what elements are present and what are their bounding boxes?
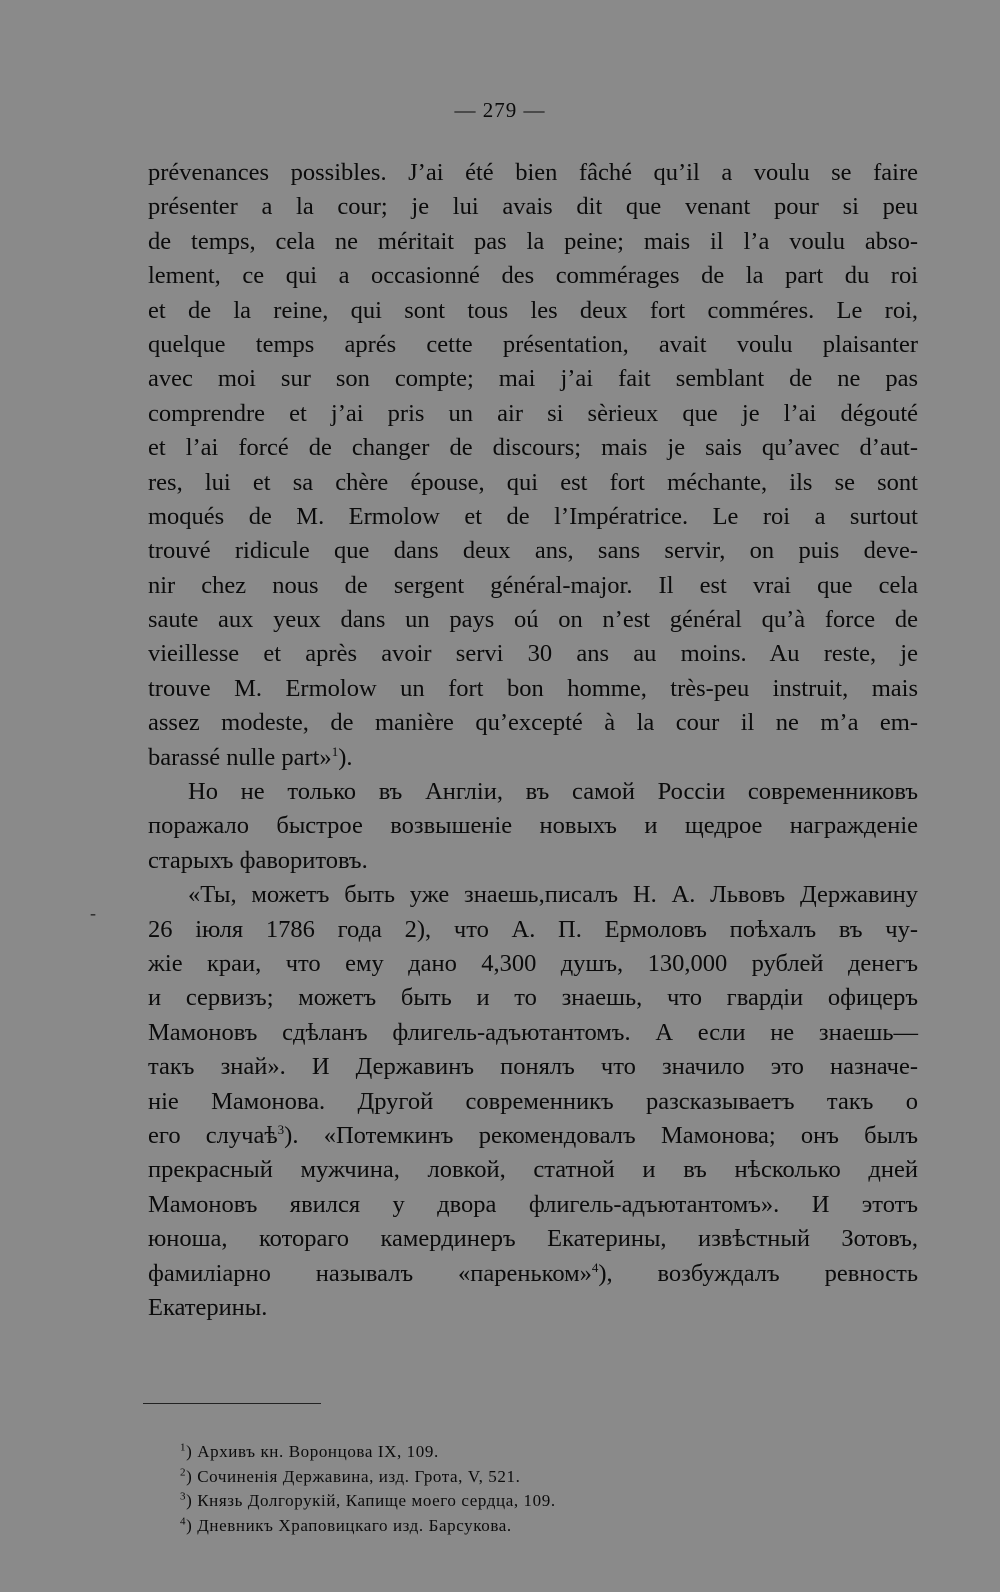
footnote <box>180 1514 780 1539</box>
line-text: saute aux yeux dans un pays oú on n’est général qu’à force de <box>148 606 918 634</box>
line-text: Но не только въ Англіи, въ самой Россіи современниковъ <box>188 778 918 806</box>
line-text: поражало быстрое возвышеніе новыхъ и щедрое награжденіе <box>148 812 918 840</box>
footnote-reference[interactable]: 4 <box>591 1259 599 1275</box>
text-line <box>148 397 918 431</box>
line-text: ніе Мамонова. Другой современникъ разсказываетъ такъ о <box>148 1087 918 1115</box>
line-text-continued: ). <box>338 743 353 771</box>
page-number: — 279 — <box>454 98 546 122</box>
line-text: et l’ai forcé de changer de discours; mais je sais qu’avec d’aut- <box>148 434 918 462</box>
text-line <box>148 706 918 740</box>
footnote-text: ) Архивъ кн. Воронцова IX, 109. <box>186 1442 439 1461</box>
line-text: avec moi sur son compte; mai j’ai fait semblant de ne pas <box>148 365 918 393</box>
text-line <box>148 1188 918 1222</box>
text-line <box>148 225 918 259</box>
text-line <box>148 500 918 534</box>
text-line <box>148 809 918 843</box>
text-line <box>148 981 918 1015</box>
line-text: nir chez nous de sergent général-major. Il est vrai que cela <box>148 571 918 599</box>
line-text: Екатерины. <box>148 1293 268 1321</box>
text-line <box>148 190 918 224</box>
footnote <box>180 1440 780 1465</box>
line-text: de temps, cela ne méritait pas la peine; mais il l’a voulu abso- <box>148 227 918 255</box>
text-line <box>148 637 918 671</box>
line-text: prévenances possibles. J’ai été bien fâché qu’il a voulu se faire <box>148 159 918 186</box>
text-line <box>148 844 918 878</box>
line-text: res, lui et sa chère épouse, qui est fort méchante, ils se sont <box>148 468 918 496</box>
line-text: trouve M. Ermolow un fort bon homme, très-peu instruit, mais <box>148 674 918 702</box>
line-text: жіе краи, что ему дано 4,300 душъ, 130,000 рублей денегъ <box>148 949 918 977</box>
footnote-reference[interactable]: 1 <box>331 743 339 759</box>
text-line <box>148 569 918 603</box>
text-line <box>148 878 918 912</box>
footnote-text: ) Дневникъ Храповицкаго изд. Барсукова. <box>186 1515 512 1535</box>
line-text: и сервизъ; можетъ быть и то знаешь, что гвардіи офицеръ <box>148 984 918 1012</box>
text-line <box>148 1050 918 1084</box>
line-text: 26 іюля 1786 года 2), что А. П. Ермоловъ поѣхалъ въ чу- <box>148 915 918 943</box>
line-text: «Ты, можетъ быть уже знаешь,писалъ Н. А. Львовъ Державину <box>188 881 918 909</box>
text-line <box>148 294 918 328</box>
line-text: et de la reine, qui sont tous les deux fort comméres. Le roi, <box>148 296 918 324</box>
line-text: présenter a la cour; je lui avais dit que venant pour si peu <box>148 193 918 221</box>
footnote <box>180 1489 780 1514</box>
line-text-continued: ). «Потемкинъ рекомендовалъ Мамонова; онъ былъ <box>284 1121 918 1149</box>
text-line <box>148 1119 918 1153</box>
text-line <box>148 259 918 293</box>
footnote-number: 4 <box>180 1514 187 1527</box>
line-text: lement, ce qui a occasionné des commérages de la part du roi <box>148 262 918 290</box>
line-text: его случаѣ <box>148 1121 278 1149</box>
text-line <box>148 431 918 465</box>
footnote <box>180 1465 780 1490</box>
line-text: юноша, котораго камердинеръ Екатерины, извѣстный Зотовъ, <box>148 1225 918 1253</box>
footnotes <box>180 1440 780 1538</box>
text-line <box>148 1291 918 1325</box>
line-text: quelque temps aprés cette présentation, avait voulu plaisanter <box>148 330 918 358</box>
line-text: barassé nulle part» <box>148 743 332 771</box>
line-text: Мамоновъ сдѣланъ флигель-адъютантомъ. А если не знаешь— <box>148 1018 918 1046</box>
footnote-number: 2 <box>180 1465 187 1478</box>
text-line <box>148 672 918 706</box>
text-line <box>148 913 918 947</box>
text-line <box>148 328 918 362</box>
text-line <box>148 362 918 396</box>
line-text: Мамоновъ явился у двора флигель-адъютантомъ». И этотъ <box>148 1190 918 1218</box>
footnote-number: 3 <box>180 1490 187 1503</box>
text-line <box>148 741 918 775</box>
margin-mark: - <box>90 903 96 923</box>
text-line <box>148 156 918 190</box>
text-line <box>148 1016 918 1050</box>
text-line <box>148 775 918 809</box>
body-text <box>148 156 918 1325</box>
text-line <box>148 1085 918 1119</box>
text-line <box>148 1257 918 1291</box>
line-text: moqués de M. Ermolow et de l’Impératrice. Le roi a surtout <box>148 502 918 530</box>
footnote-text: ) Сочиненія Державина, изд. Грота, V, 521. <box>186 1466 521 1486</box>
footnote-text: ) Князь Долгорукій, Капище моего сердца, 109. <box>186 1491 556 1510</box>
text-line <box>148 1222 918 1256</box>
text-line <box>148 603 918 637</box>
line-text: старыхъ фаворитовъ. <box>148 846 368 874</box>
text-line <box>148 534 918 568</box>
line-text: vieillesse et après avoir servi 30 ans au moins. Au reste, je <box>148 640 918 668</box>
line-text: фамиліарно называлъ «пареньком» <box>148 1259 592 1287</box>
text-line <box>148 1153 918 1187</box>
footnote-number: 1 <box>180 1441 187 1454</box>
line-text: comprendre et j’ai pris un air si sèrieux que je l’ai dégouté <box>148 399 918 427</box>
line-text-continued: ), возбуждалъ ревность <box>598 1259 918 1287</box>
line-text: trouvé ridicule que dans deux ans, sans servir, on puis deve- <box>148 537 918 565</box>
footnote-rule <box>143 1403 321 1404</box>
text-line <box>148 947 918 981</box>
line-text: такъ знай». И Державинъ понялъ что значило это назначе- <box>148 1053 918 1081</box>
text-line <box>148 466 918 500</box>
line-text: assez modeste, de manière qu’excepté à la cour il ne m’a em- <box>148 709 918 737</box>
line-text: прекрасный мужчина, ловкой, статной и въ нѣсколько дней <box>148 1156 918 1184</box>
footnote-reference[interactable]: 3 <box>277 1121 285 1137</box>
